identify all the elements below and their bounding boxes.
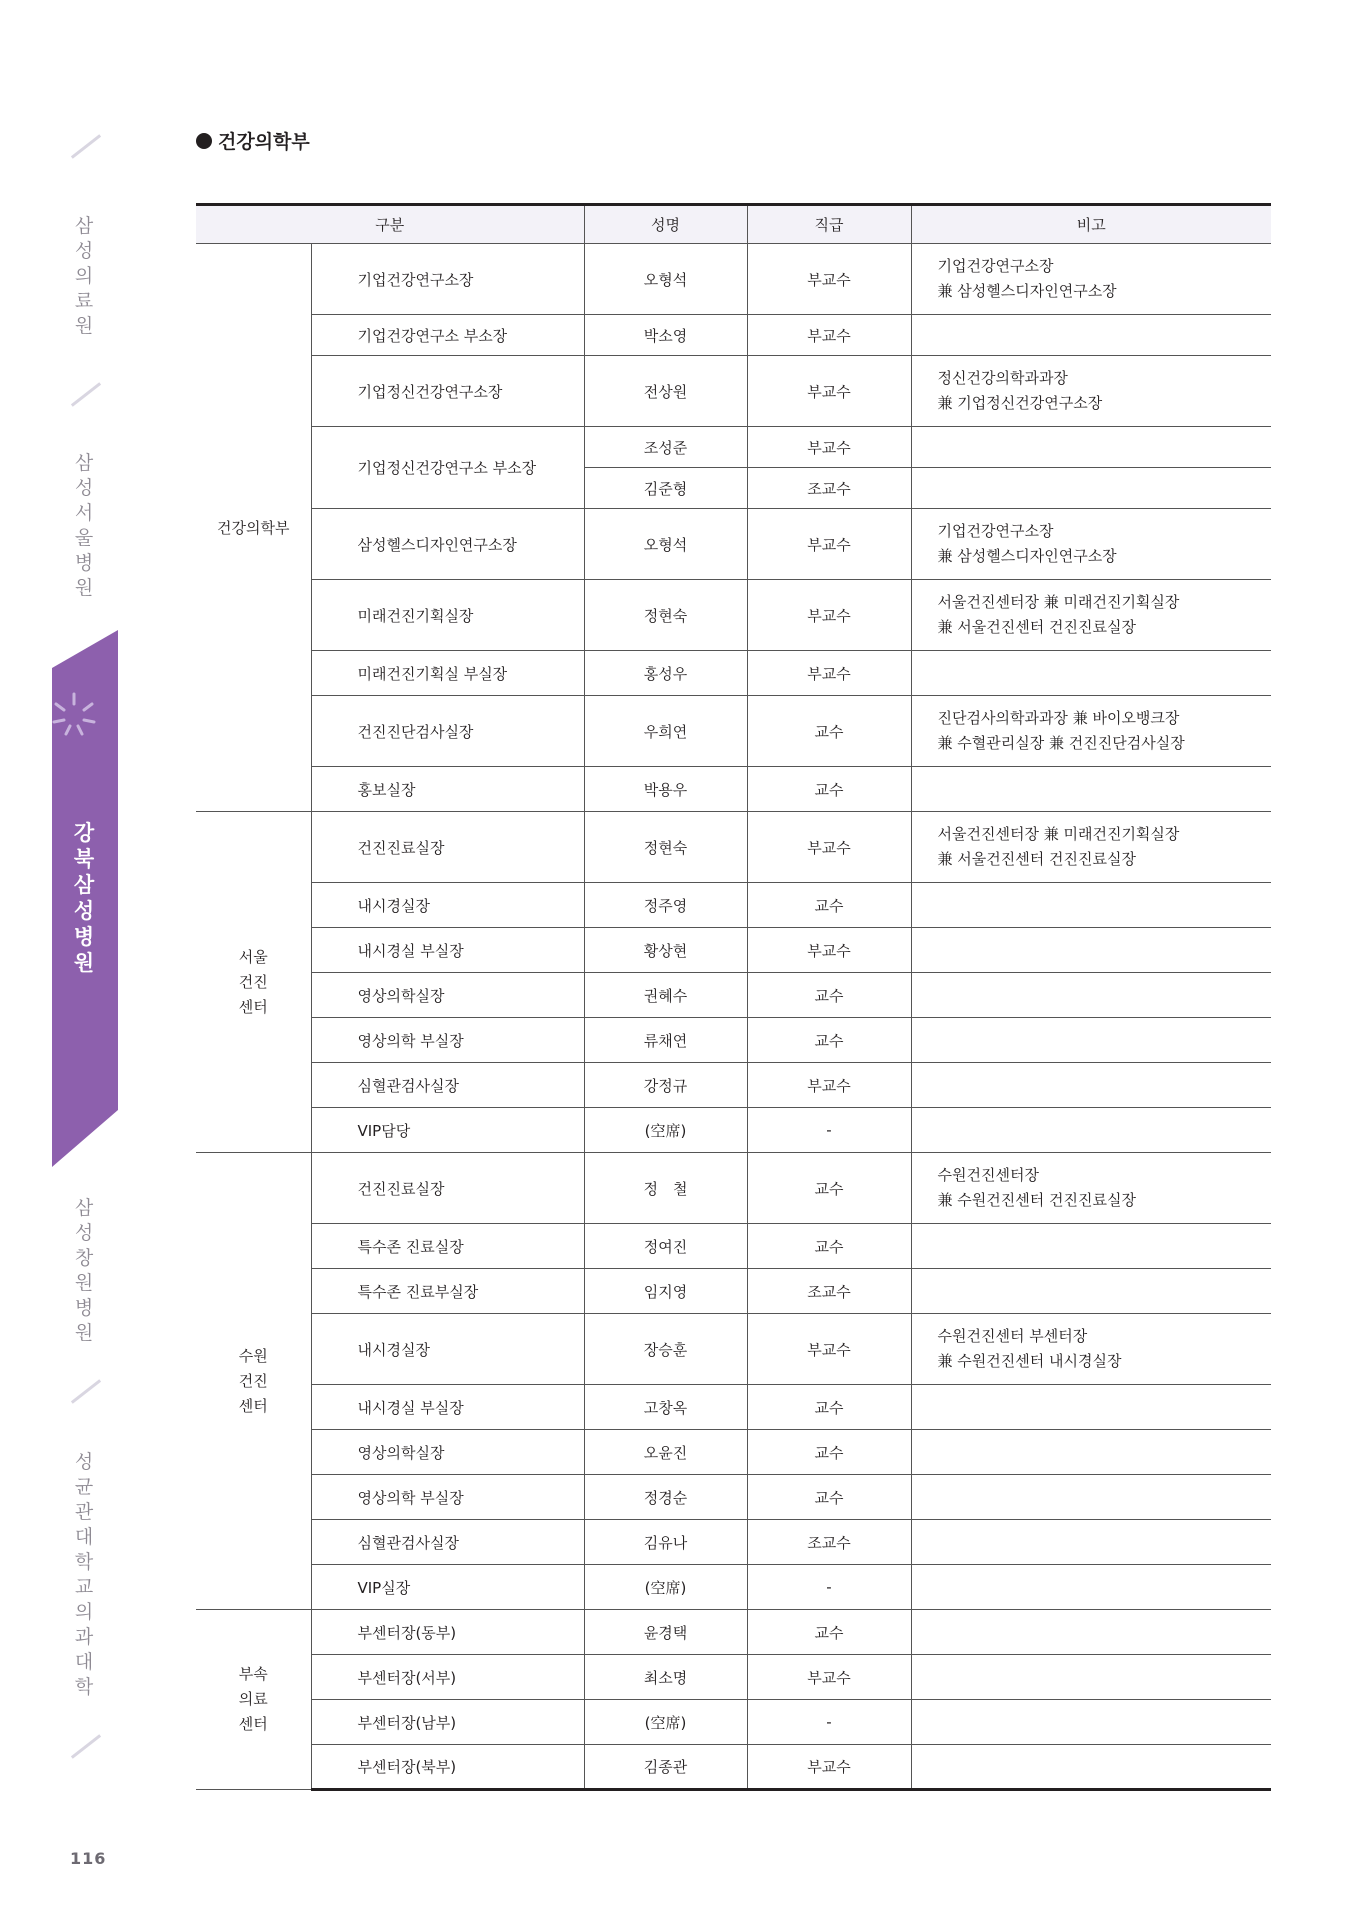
name-cell: 김준형 bbox=[584, 468, 747, 509]
role-cell: VIP실장 bbox=[311, 1565, 584, 1610]
name-cell: 류채연 bbox=[584, 1018, 747, 1063]
table-row bbox=[196, 1269, 1271, 1314]
table-row bbox=[196, 1314, 1271, 1385]
name-cell: 김유나 bbox=[584, 1520, 747, 1565]
name-cell: 오형석 bbox=[584, 509, 747, 580]
note-cell bbox=[911, 1018, 1271, 1063]
note-cell: 기업건강연구소장 兼 삼성헬스디자인연구소장 bbox=[911, 509, 1271, 580]
role-cell: 부센터장(북부) bbox=[311, 1745, 584, 1790]
header-name: 성명 bbox=[584, 205, 747, 244]
role-cell: 미래건진기획실 부실장 bbox=[311, 651, 584, 696]
note-cell: 정신건강의학과과장 兼 기업정신건강연구소장 bbox=[911, 356, 1271, 427]
sparkle-icon bbox=[50, 690, 98, 738]
table-row bbox=[196, 1520, 1271, 1565]
role-cell: 기업정신건강연구소 부소장 bbox=[311, 427, 584, 509]
rank-cell: 교수 bbox=[747, 1430, 911, 1475]
table-row bbox=[196, 509, 1271, 580]
note-cell bbox=[911, 1745, 1271, 1790]
table-row bbox=[196, 1745, 1271, 1790]
note-cell bbox=[911, 767, 1271, 812]
rank-cell: 부교수 bbox=[747, 580, 911, 651]
name-cell: 정경순 bbox=[584, 1475, 747, 1520]
staff-table bbox=[196, 203, 1271, 1791]
note-cell: 기업건강연구소장 兼 삼성헬스디자인연구소장 bbox=[911, 244, 1271, 315]
group-label: 수원 건진 센터 bbox=[196, 1153, 311, 1610]
divider-slash bbox=[71, 1379, 101, 1404]
role-cell: 부센터장(서부) bbox=[311, 1655, 584, 1700]
rank-cell: 부교수 bbox=[747, 427, 911, 468]
rank-cell: 교수 bbox=[747, 1385, 911, 1430]
note-cell bbox=[911, 973, 1271, 1018]
role-cell: 심혈관검사실장 bbox=[311, 1063, 584, 1108]
group-label: 서울 건진 센터 bbox=[196, 812, 311, 1153]
role-cell: 삼성헬스디자인연구소장 bbox=[311, 509, 584, 580]
table-row bbox=[196, 1700, 1271, 1745]
rank-cell: 부교수 bbox=[747, 812, 911, 883]
note-cell: 서울건진센터장 兼 미래건진기획실장 兼 서울건진센터 건진진료실장 bbox=[911, 580, 1271, 651]
note-cell bbox=[911, 1063, 1271, 1108]
role-cell: 영상의학실장 bbox=[311, 973, 584, 1018]
role-cell: 부센터장(남부) bbox=[311, 1700, 584, 1745]
note-cell bbox=[911, 1224, 1271, 1269]
table-row bbox=[196, 651, 1271, 696]
table-row bbox=[196, 767, 1271, 812]
rank-cell: 교수 bbox=[747, 1610, 911, 1655]
rank-cell: 부교수 bbox=[747, 1063, 911, 1108]
role-cell: 내시경실장 bbox=[311, 1314, 584, 1385]
table-row bbox=[196, 244, 1271, 315]
role-cell: 기업건강연구소 부소장 bbox=[311, 315, 584, 356]
note-cell bbox=[911, 1700, 1271, 1745]
table-row bbox=[196, 356, 1271, 427]
sidebar-item-skku-medicine[interactable]: 성균관대학교 의과대학 bbox=[74, 1451, 94, 1698]
table-row bbox=[196, 580, 1271, 651]
note-cell bbox=[911, 928, 1271, 973]
rank-cell: 부교수 bbox=[747, 356, 911, 427]
rank-cell: 조교수 bbox=[747, 1520, 911, 1565]
note-cell bbox=[911, 883, 1271, 928]
header-note: 비고 bbox=[911, 205, 1271, 244]
role-cell: 기업건강연구소장 bbox=[311, 244, 584, 315]
name-cell: 장승훈 bbox=[584, 1314, 747, 1385]
note-cell bbox=[911, 1475, 1271, 1520]
name-cell: 황상현 bbox=[584, 928, 747, 973]
table-row bbox=[196, 1224, 1271, 1269]
header-category: 구분 bbox=[196, 205, 584, 244]
name-cell: 최소명 bbox=[584, 1655, 747, 1700]
table-row bbox=[196, 973, 1271, 1018]
name-cell: 오윤진 bbox=[584, 1430, 747, 1475]
rank-cell: 교수 bbox=[747, 1475, 911, 1520]
group-label: 부속 의료 센터 bbox=[196, 1610, 311, 1790]
table-row bbox=[196, 1153, 1271, 1224]
table-row bbox=[196, 1063, 1271, 1108]
rank-cell: 교수 bbox=[747, 696, 911, 767]
name-cell: 조성준 bbox=[584, 427, 747, 468]
divider-slash bbox=[71, 382, 101, 407]
role-cell: VIP담당 bbox=[311, 1108, 584, 1153]
note-cell: 수원건진센터 부센터장 兼 수원건진센터 내시경실장 bbox=[911, 1314, 1271, 1385]
section-heading bbox=[196, 127, 310, 154]
name-cell: 정현숙 bbox=[584, 812, 747, 883]
name-cell: 권혜수 bbox=[584, 973, 747, 1018]
table-row bbox=[196, 1385, 1271, 1430]
note-cell: 서울건진센터장 兼 미래건진기획실장 兼 서울건진센터 건진진료실장 bbox=[911, 812, 1271, 883]
rank-cell: - bbox=[747, 1108, 911, 1153]
name-cell: 우희연 bbox=[584, 696, 747, 767]
note-cell bbox=[911, 468, 1271, 509]
rank-cell: 교수 bbox=[747, 1018, 911, 1063]
name-cell: (空席) bbox=[584, 1700, 747, 1745]
name-cell: 고창옥 bbox=[584, 1385, 747, 1430]
rank-cell: 교수 bbox=[747, 973, 911, 1018]
rank-cell: 조교수 bbox=[747, 468, 911, 509]
name-cell: 전상원 bbox=[584, 356, 747, 427]
note-cell bbox=[911, 1655, 1271, 1700]
table-row bbox=[196, 427, 1271, 468]
table-row bbox=[196, 1655, 1271, 1700]
note-cell bbox=[911, 1610, 1271, 1655]
name-cell: 박소영 bbox=[584, 315, 747, 356]
rank-cell: 부교수 bbox=[747, 651, 911, 696]
role-cell: 내시경실 부실장 bbox=[311, 1385, 584, 1430]
bullet-icon bbox=[196, 133, 212, 149]
name-cell: 홍성우 bbox=[584, 651, 747, 696]
role-cell: 내시경실 부실장 bbox=[311, 928, 584, 973]
name-cell: (空席) bbox=[584, 1108, 747, 1153]
name-cell: 정주영 bbox=[584, 883, 747, 928]
divider-slash bbox=[71, 1734, 101, 1759]
note-cell: 수원건진센터장 兼 수원건진센터 건진진료실장 bbox=[911, 1153, 1271, 1224]
role-cell: 영상의학 부실장 bbox=[311, 1018, 584, 1063]
table-row bbox=[196, 1430, 1271, 1475]
sidebar-item-samsung-seoul[interactable]: 삼성서울병원 bbox=[74, 452, 94, 599]
group-label: 건강의학부 bbox=[196, 244, 311, 812]
name-cell: (空席) bbox=[584, 1565, 747, 1610]
rank-cell: 부교수 bbox=[747, 1314, 911, 1385]
table-row bbox=[196, 1018, 1271, 1063]
rank-cell: 조교수 bbox=[747, 1269, 911, 1314]
note-cell bbox=[911, 315, 1271, 356]
rank-cell: - bbox=[747, 1700, 911, 1745]
page-number: 116 bbox=[70, 1849, 107, 1868]
sidebar-item-kangbuk-samsung[interactable]: 강북삼성병원 bbox=[73, 821, 95, 975]
role-cell: 홍보실장 bbox=[311, 767, 584, 812]
table-row bbox=[196, 1108, 1271, 1153]
header-rank: 직급 bbox=[747, 205, 911, 244]
role-cell: 심혈관검사실장 bbox=[311, 1520, 584, 1565]
rank-cell: 교수 bbox=[747, 1224, 911, 1269]
name-cell: 박용우 bbox=[584, 767, 747, 812]
role-cell: 부센터장(동부) bbox=[311, 1610, 584, 1655]
role-cell: 특수존 진료실장 bbox=[311, 1224, 584, 1269]
table-row bbox=[196, 812, 1271, 883]
role-cell: 건진진료실장 bbox=[311, 1153, 584, 1224]
rank-cell: 부교수 bbox=[747, 509, 911, 580]
name-cell: 강정규 bbox=[584, 1063, 747, 1108]
note-cell: 진단검사의학과과장 兼 바이오뱅크장 兼 수혈관리실장 兼 건진진단검사실장 bbox=[911, 696, 1271, 767]
sidebar-item-samsung-medical[interactable]: 삼성의료원 bbox=[74, 215, 94, 337]
table-row bbox=[196, 315, 1271, 356]
note-cell bbox=[911, 1269, 1271, 1314]
divider-slash bbox=[71, 134, 101, 159]
role-cell: 내시경실장 bbox=[311, 883, 584, 928]
rank-cell: - bbox=[747, 1565, 911, 1610]
note-cell bbox=[911, 1430, 1271, 1475]
rank-cell: 교수 bbox=[747, 767, 911, 812]
rank-cell: 부교수 bbox=[747, 1745, 911, 1790]
role-cell: 미래건진기획실장 bbox=[311, 580, 584, 651]
sidebar-item-samsung-changwon[interactable]: 삼성창원병원 bbox=[74, 1197, 94, 1344]
name-cell: 임지영 bbox=[584, 1269, 747, 1314]
table-row bbox=[196, 1475, 1271, 1520]
name-cell: 정여진 bbox=[584, 1224, 747, 1269]
table-row bbox=[196, 1565, 1271, 1610]
rank-cell: 부교수 bbox=[747, 928, 911, 973]
note-cell bbox=[911, 1385, 1271, 1430]
note-cell bbox=[911, 1520, 1271, 1565]
rank-cell: 교수 bbox=[747, 883, 911, 928]
table-row bbox=[196, 1610, 1271, 1655]
table-row bbox=[196, 883, 1271, 928]
name-cell: 정현숙 bbox=[584, 580, 747, 651]
role-cell: 영상의학실장 bbox=[311, 1430, 584, 1475]
name-cell: 윤경택 bbox=[584, 1610, 747, 1655]
note-cell bbox=[911, 1108, 1271, 1153]
name-cell: 오형석 bbox=[584, 244, 747, 315]
rank-cell: 부교수 bbox=[747, 244, 911, 315]
role-cell: 건진진단검사실장 bbox=[311, 696, 584, 767]
role-cell: 특수존 진료부실장 bbox=[311, 1269, 584, 1314]
role-cell: 영상의학 부실장 bbox=[311, 1475, 584, 1520]
role-cell: 기업정신건강연구소장 bbox=[311, 356, 584, 427]
note-cell bbox=[911, 427, 1271, 468]
table-header-row bbox=[196, 205, 1271, 244]
role-cell: 건진진료실장 bbox=[311, 812, 584, 883]
table-row bbox=[196, 696, 1271, 767]
table-row bbox=[196, 928, 1271, 973]
section-heading-text: 건강의학부 bbox=[218, 131, 310, 153]
note-cell bbox=[911, 651, 1271, 696]
name-cell: 김종관 bbox=[584, 1745, 747, 1790]
note-cell bbox=[911, 1565, 1271, 1610]
rank-cell: 부교수 bbox=[747, 315, 911, 356]
rank-cell: 부교수 bbox=[747, 1655, 911, 1700]
name-cell: 정 철 bbox=[584, 1153, 747, 1224]
rank-cell: 교수 bbox=[747, 1153, 911, 1224]
